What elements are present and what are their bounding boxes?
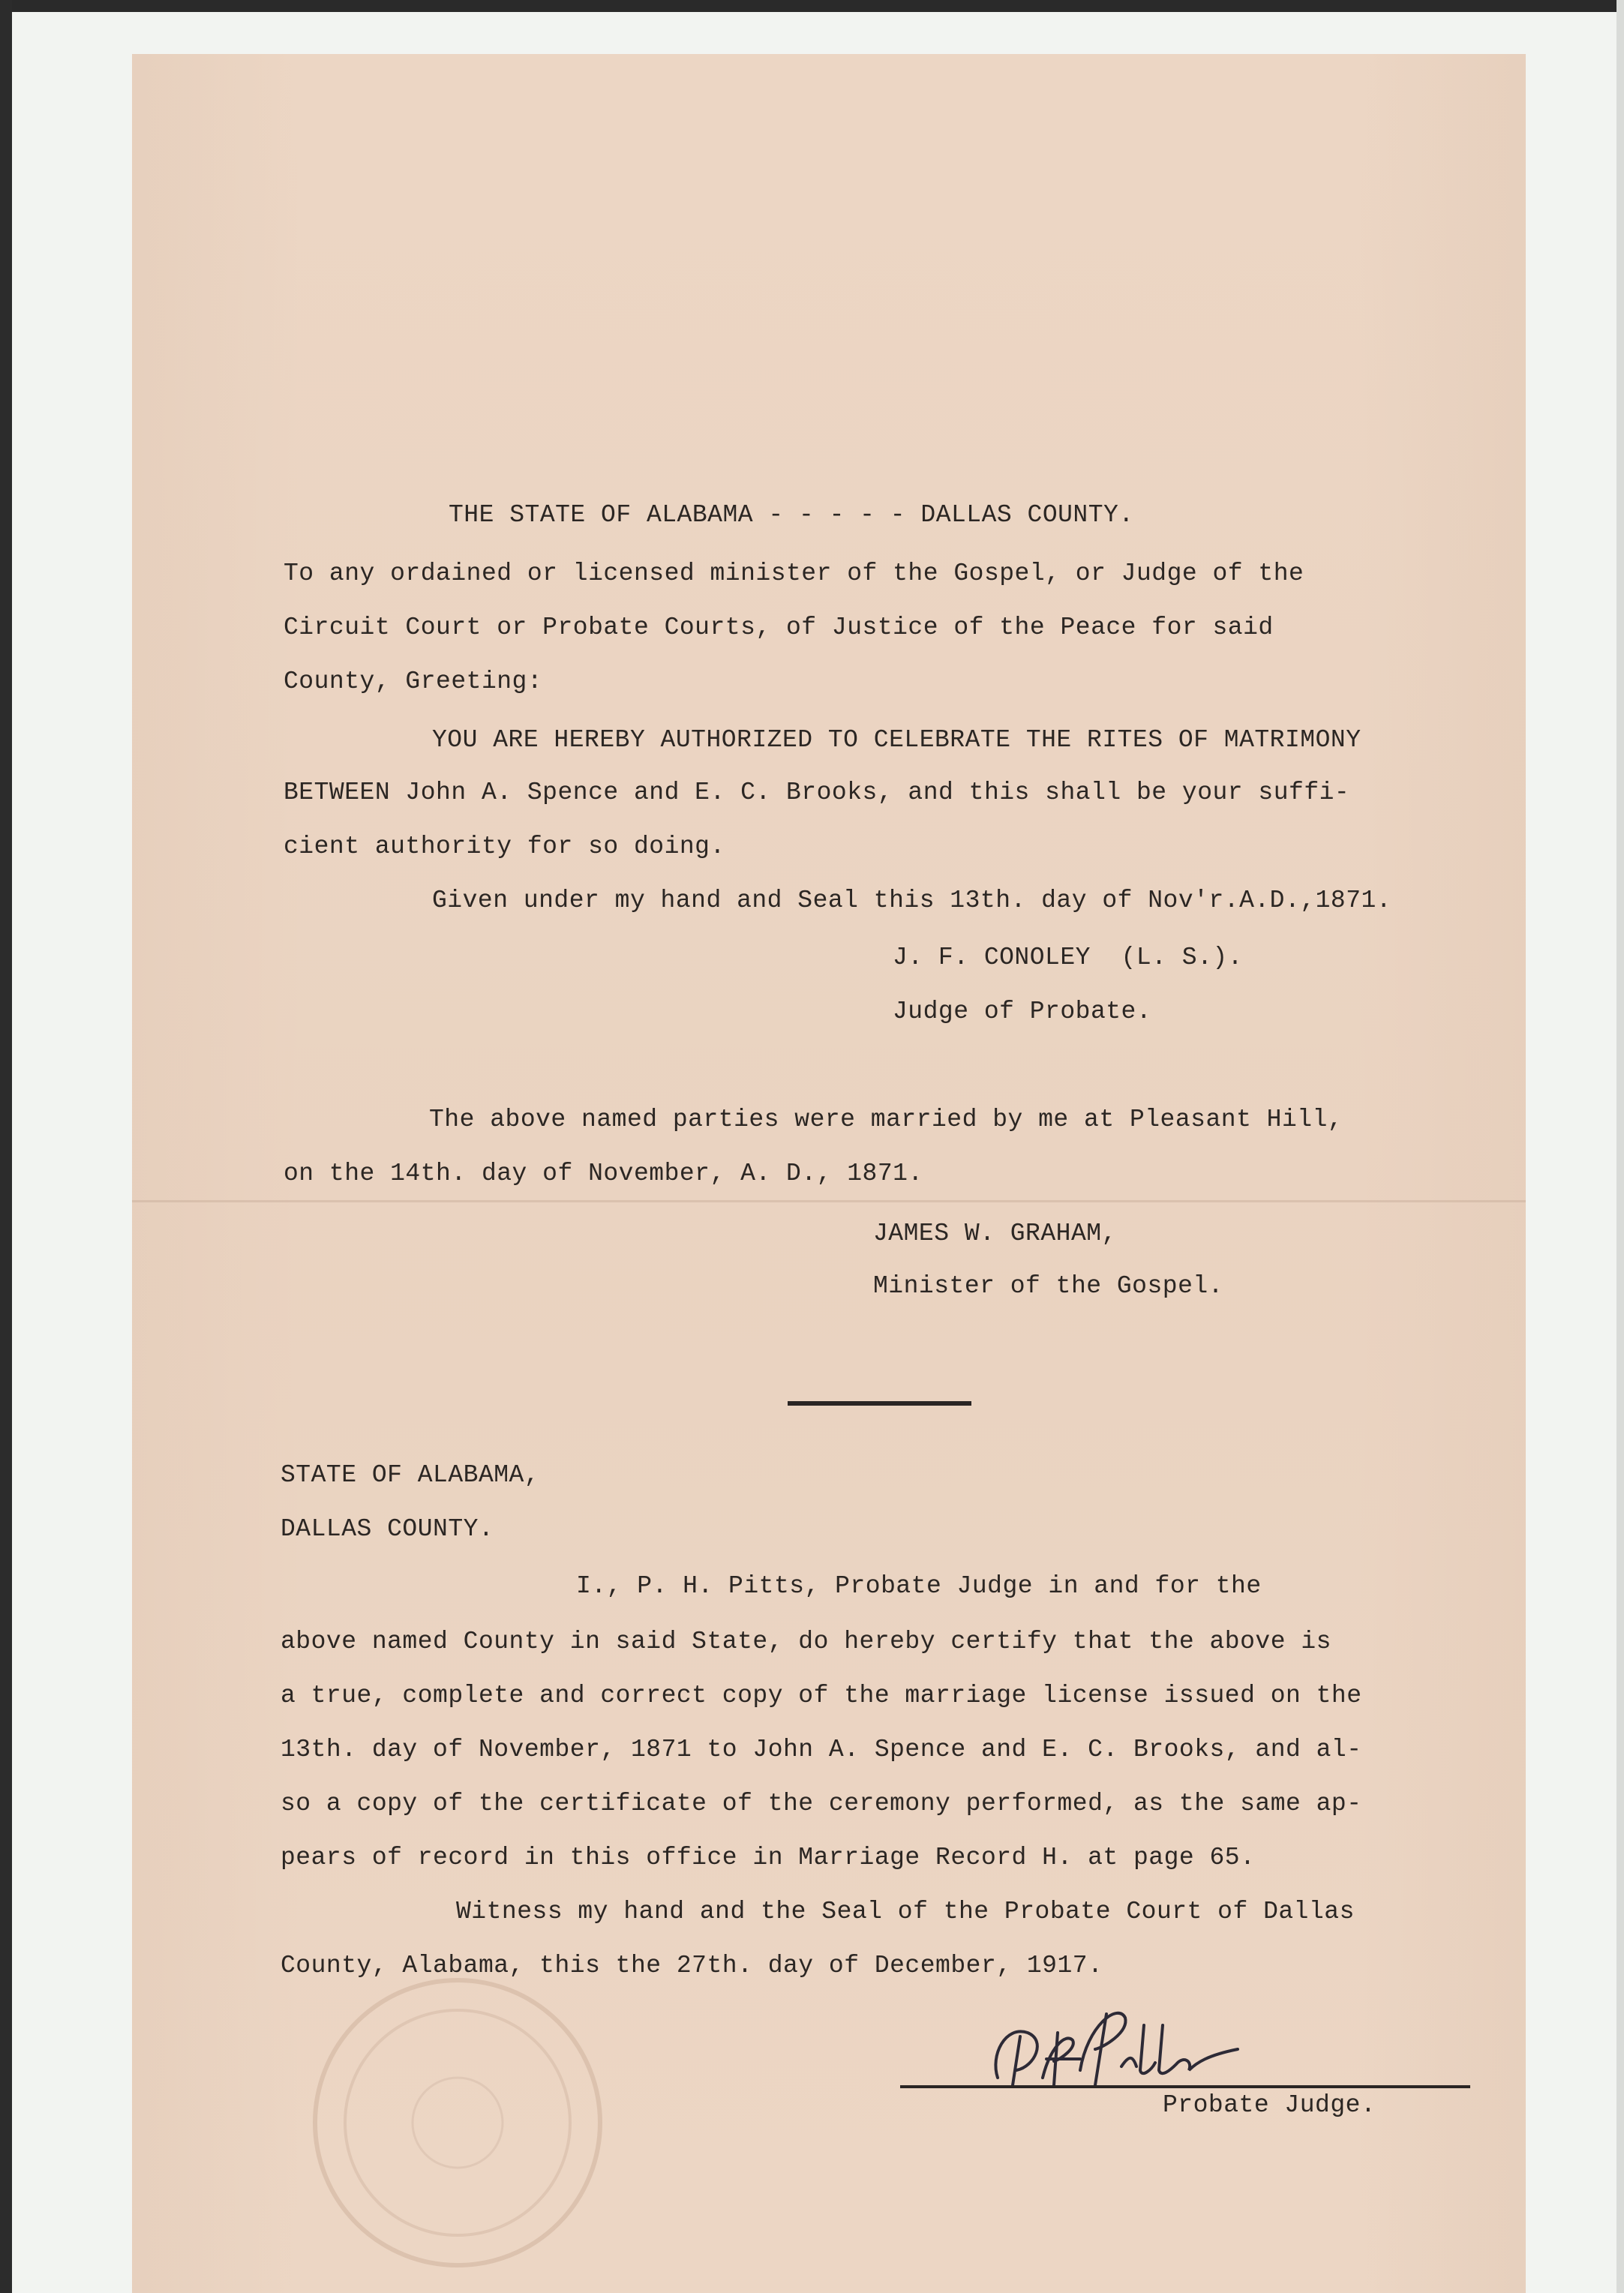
section-divider — [788, 1401, 971, 1406]
cert-line: 13th. day of November, 1871 to John A. Spence and E. C. Brooks, and al- — [281, 1736, 1362, 1763]
scanner-right-edge — [1616, 0, 1624, 2293]
license-signer-name: J. F. CONOLEY (L. S.). — [893, 944, 1243, 971]
cert-state: STATE OF ALABAMA, — [281, 1461, 540, 1489]
license-line: Given under my hand and Seal this 13th. day of Nov'r.A.D.,1871. — [432, 887, 1392, 914]
paper-fold-line — [132, 1200, 1526, 1202]
cert-line: above named County in said State, do hereby certify that the above is — [281, 1628, 1331, 1655]
license-line: YOU ARE HEREBY AUTHORIZED TO CELEBRATE THE RITES OF MATRIMONY — [432, 726, 1361, 754]
cert-line: so a copy of the certificate of the ceremony performed, as the same ap- — [281, 1790, 1362, 1817]
license-line: County, Greeting: — [284, 668, 543, 695]
cert-line: County, Alabama, this the 27th. day of December, 1917. — [281, 1952, 1103, 1979]
cert-line: a true, complete and correct copy of the marriage license issued on the — [281, 1682, 1362, 1709]
license-line: To any ordained or licensed minister of the Gospel, or Judge of the — [284, 560, 1304, 587]
cert-line: Witness my hand and the Seal of the Probate Court of Dallas — [456, 1898, 1355, 1925]
probate-court-seal-icon — [300, 1965, 615, 2280]
license-line: BETWEEN John A. Spence and E. C. Brooks, and this shall be your suffi- — [284, 779, 1350, 806]
scanner-left-edge — [0, 0, 12, 2293]
certificate-line: on the 14th. day of November, A. D., 1871. — [284, 1160, 923, 1187]
scanner-top-edge — [0, 0, 1624, 12]
minister-title: Minister of the Gospel. — [873, 1272, 1223, 1300]
license-line: Circuit Court or Probate Courts, of Justice of the Peace for said — [284, 614, 1274, 641]
cert-line: pears of record in this office in Marriage Record H. at page 65. — [281, 1844, 1256, 1871]
cert-county: DALLAS COUNTY. — [281, 1515, 494, 1543]
judge-signature — [983, 1995, 1253, 2096]
license-heading: THE STATE OF ALABAMA - - - - - DALLAS COUNTY. — [449, 501, 1134, 529]
license-signer-title: Judge of Probate. — [893, 998, 1152, 1025]
license-line: cient authority for so doing. — [284, 833, 725, 860]
signature-line — [900, 2085, 1470, 2088]
certificate-line: The above named parties were married by me at Pleasant Hill, — [429, 1106, 1343, 1133]
minister-name: JAMES W. GRAHAM, — [873, 1220, 1117, 1247]
judge-title: Probate Judge. — [1163, 2091, 1376, 2119]
cert-line: I., P. H. Pitts, Probate Judge in and for the — [576, 1572, 1262, 1600]
